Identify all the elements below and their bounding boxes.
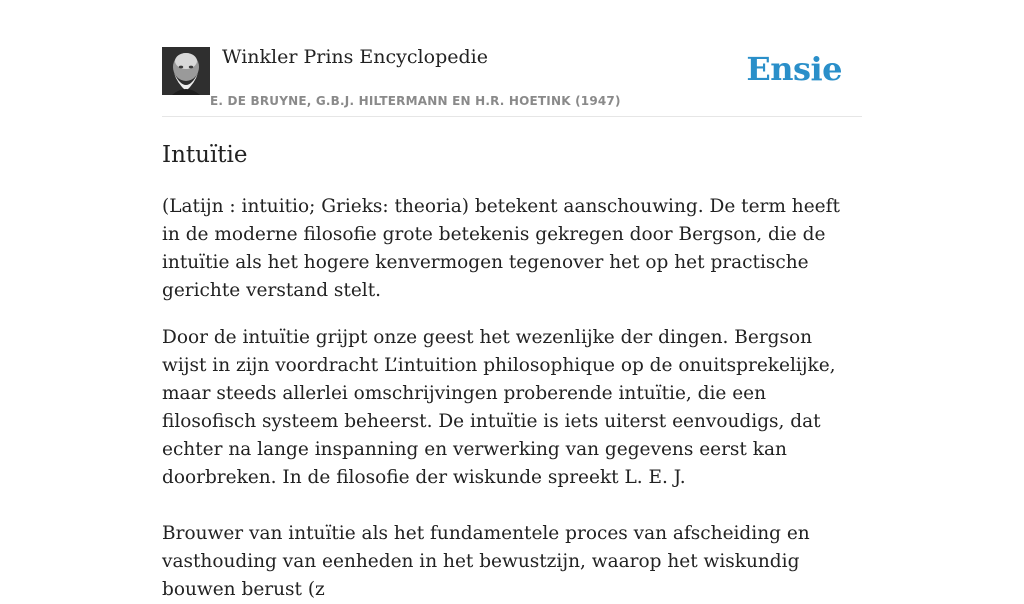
portrait-image — [162, 47, 210, 95]
brand-logo-link[interactable]: Ensie — [746, 50, 842, 88]
site-title[interactable]: Winkler Prins Encyclopedie — [222, 46, 488, 68]
header — [162, 40, 862, 117]
author-avatar — [162, 47, 210, 95]
article-title: Intuïtie — [162, 142, 248, 168]
author-credits: E. DE BRUYNE, G.B.J. HILTERMANN EN H.R. HOETINK (1947) — [210, 94, 621, 108]
article-paragraph: Door de intuïtie grijpt onze geest het wezenlijke der dingen. Bergson wijst in zijn voordracht L’intuition philosophique op de onuitsprekelijke, maar steeds allerlei omschrijvingen proberende intuïtie, die een filosofisch systeem beheerst. De intuïtie is iets uiterst eenvoudigs, dat echter na lange inspanning en verwerking van gegevens eerst kan doorbreken. In de filosofie der wiskunde spreekt L. E. J. — [162, 327, 836, 488]
article-paragraph: (Latijn : intuitio; Grieks: theoria) betekent aanschouwing. De term heeft in de moderne filosofie grote betekenis gekregen door Bergson, die de intuïtie als het hogere kenvermogen tegenover het op het practische gerichte verstand stelt. — [162, 196, 840, 301]
article-paragraph: Brouwer van intuïtie als het fundamentele proces van afscheiding en vasthouding van eenheden in het bewustzijn, waarop het wiskundig bouwen berust (z — [162, 523, 810, 600]
article — [162, 140, 862, 604]
